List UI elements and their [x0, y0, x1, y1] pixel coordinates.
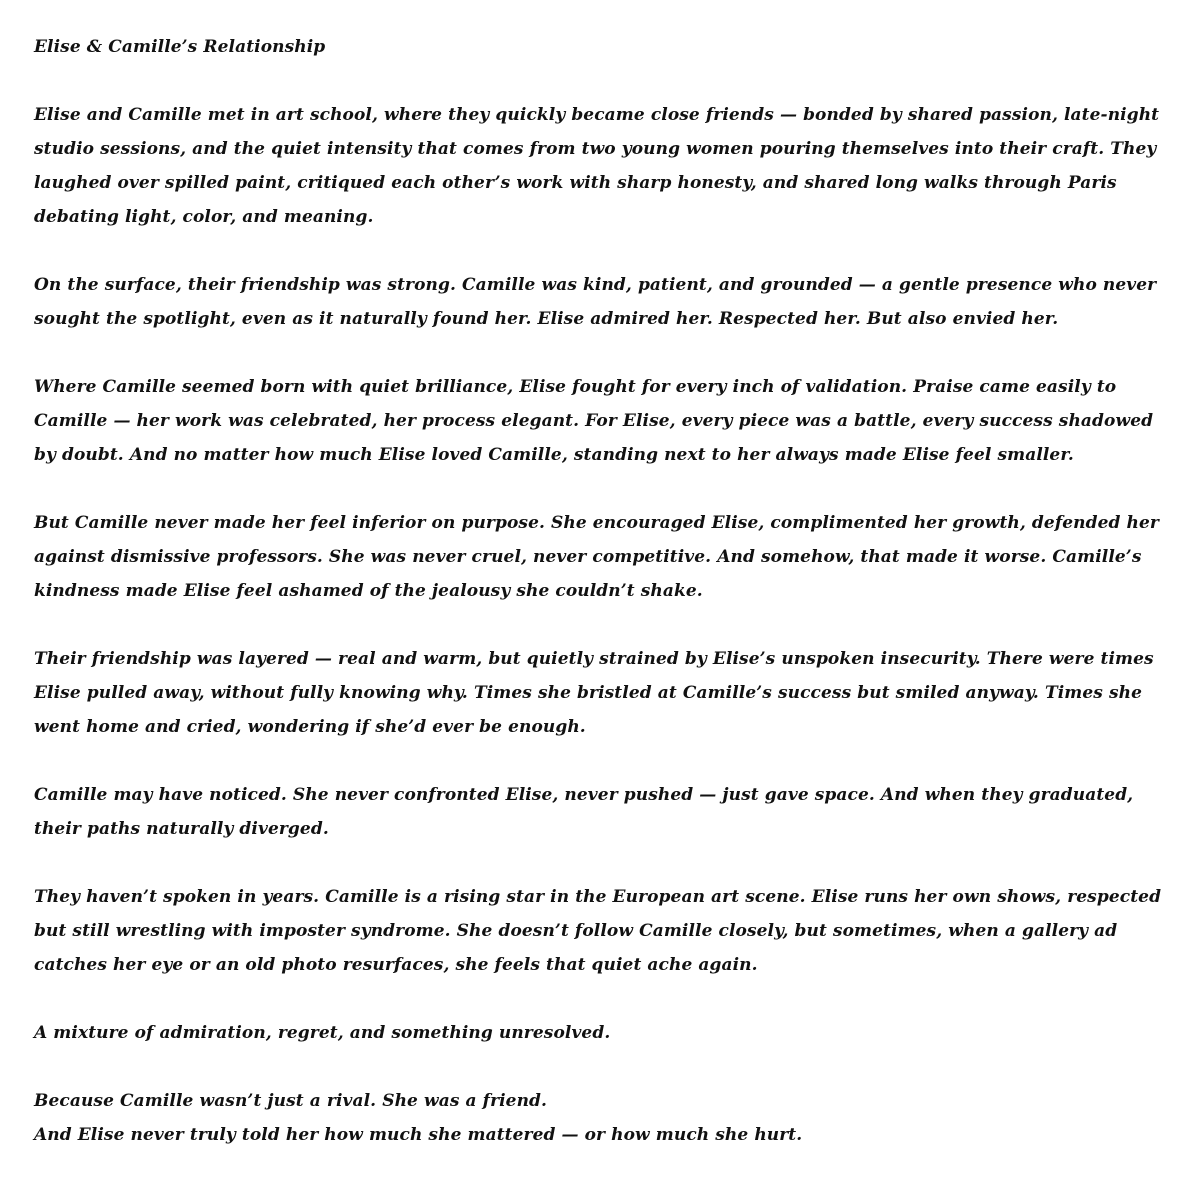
text-line: laughed over spilled paint, critiqued each other’s work with sharp honesty, and shared long walks through Paris — [34, 173, 1117, 193]
paragraph-kindness — [34, 506, 1174, 608]
text-line: kindness made Elise feel ashamed of the jealousy she couldn’t shake. — [34, 581, 703, 601]
text-line: by doubt. And no matter how much Elise loved Camille, standing next to her always made Elise feel smaller. — [34, 445, 1074, 465]
paragraph-meeting — [34, 98, 1174, 234]
text-line: Where Camille seemed born with quiet brilliance, Elise fought for every inch of validation. Praise came easily to — [34, 377, 1117, 397]
text-line: studio sessions, and the quiet intensity that comes from two young women pouring themselves into their craft. They — [34, 139, 1157, 159]
paragraph-spacer — [34, 846, 1174, 880]
text-line: Their friendship was layered — real and warm, but quietly strained by Elise’s unspoken insecurity. There were times — [34, 649, 1154, 669]
paragraph-spacer — [34, 336, 1174, 370]
text-line: And Elise never truly told her how much she mattered — or how much she hurt. — [34, 1125, 803, 1145]
text-line: But Camille never made her feel inferior on purpose. She encouraged Elise, complimented her growth, defended her — [34, 513, 1159, 533]
text-line: Camille may have noticed. She never confronted Elise, never pushed — just gave space. And when they graduated, — [34, 785, 1134, 805]
paragraph-spacer — [34, 608, 1174, 642]
text-line: Because Camille wasn’t just a rival. She was a friend. — [34, 1091, 548, 1111]
paragraph-surface — [34, 268, 1174, 336]
paragraph-spacer — [34, 744, 1174, 778]
paragraph-spacer — [34, 234, 1174, 268]
paragraph-spacer — [34, 64, 1174, 98]
text-line: went home and cried, wondering if she’d ever be enough. — [34, 717, 586, 737]
text-line: A mixture of admiration, regret, and something unresolved. — [34, 1023, 611, 1043]
document-title: Elise & Camille’s Relationship — [34, 37, 326, 57]
paragraph-mixture — [34, 1016, 1174, 1050]
text-line: sought the spotlight, even as it naturally found her. Elise admired her. Respected her. But also envied her. — [34, 309, 1059, 329]
document-page — [34, 30, 1174, 1152]
paragraph-graduation — [34, 778, 1174, 846]
paragraph-spacer — [34, 1050, 1174, 1084]
text-line: their paths naturally diverged. — [34, 819, 329, 839]
paragraph-closing — [34, 1084, 1174, 1152]
text-line: against dismissive professors. She was never cruel, never competitive. And somehow, that made it worse. Camille’s — [34, 547, 1142, 567]
paragraph-present — [34, 880, 1174, 982]
text-line: debating light, color, and meaning. — [34, 207, 374, 227]
text-line: They haven’t spoken in years. Camille is a rising star in the European art scene. Elise runs her own shows, respected — [34, 887, 1162, 907]
paragraph-spacer — [34, 472, 1174, 506]
text-line: but still wrestling with imposter syndrome. She doesn’t follow Camille closely, but sometimes, when a gallery ad — [34, 921, 1118, 941]
text-line: Camille — her work was celebrated, her process elegant. For Elise, every piece was a battle, every success shadowed — [34, 411, 1154, 431]
text-line: On the surface, their friendship was strong. Camille was kind, patient, and grounded — a gentle presence who never — [34, 275, 1157, 295]
paragraph-layered — [34, 642, 1174, 744]
paragraph-spacer — [34, 982, 1174, 1016]
paragraph-brilliance — [34, 370, 1174, 472]
text-line: Elise and Camille met in art school, where they quickly became close friends — bonded by shared passion, late-night — [34, 105, 1160, 125]
text-line: catches her eye or an old photo resurfaces, she feels that quiet ache again. — [34, 955, 758, 975]
text-line: Elise pulled away, without fully knowing why. Times she bristled at Camille’s success but smiled anyway. Times she — [34, 683, 1142, 703]
